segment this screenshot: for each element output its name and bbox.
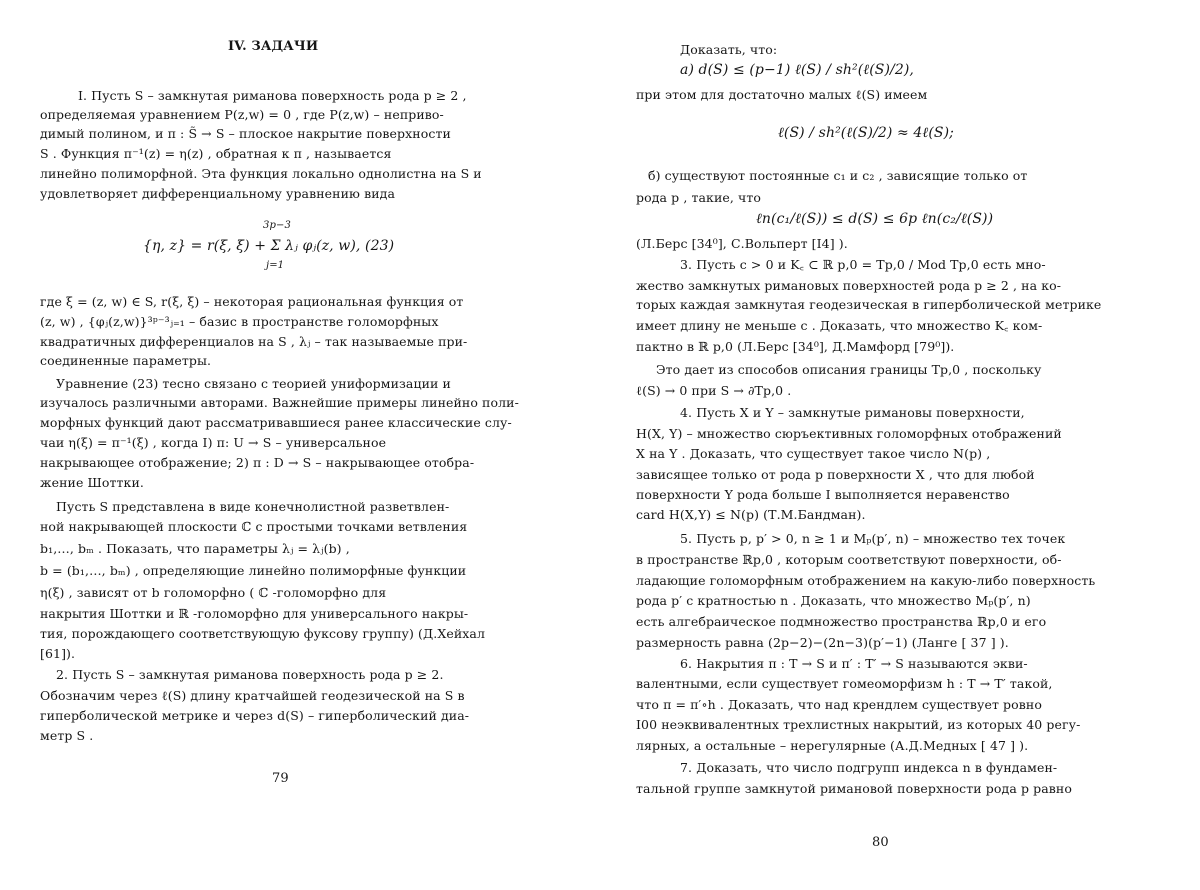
text-line: удовлетворяет дифференциальному уравнению вида — [40, 186, 396, 201]
right-page — [600, 0, 1200, 890]
text-line: метр S . — [40, 728, 94, 743]
text-line: изучалось различными авторами. Важнейшие примеры линейно поли- — [40, 395, 519, 410]
text-line: H(X, Y) – множество сюръективных голоморфных отображений — [636, 426, 1062, 441]
text-line: b₁,…, bₘ . Показать, что параметры λⱼ = λⱼ(b) , — [40, 541, 350, 556]
text-line: морфных функций дают рассматривавшиеся ранее классические слу- — [40, 415, 512, 430]
text-line: квадратичных дифференциалов на S , λⱼ – так называемые при- — [40, 334, 468, 349]
text-line: соединенные параметры. — [40, 353, 212, 368]
text-line: 3. Пусть c > 0 и K꜀ ⊂ ℝ p,0 = Tp,0 / Mod Tp,0 есть мно- — [680, 257, 1046, 272]
text-line: I00 неэквивалентных трехлистных накрытий, из которых 40 регу- — [636, 717, 1081, 732]
text-line: 2. Пусть S – замкнутая риманова поверхность рода p ≥ 2. — [56, 667, 444, 682]
formula-a: а) d(S) ≤ (p−1) ℓ(S) / sh²(ℓ(S)/2), — [680, 62, 914, 78]
text-line: накрытия Шоттки и ℝ -голоморфно для универсального накры- — [40, 606, 469, 621]
text-line: (z, w) , {φⱼ(z,w)}³ᵖ⁻³ⱼ₌₁ – базис в пространстве голоморфных — [40, 314, 439, 329]
text-line: зависящее только от рода p поверхности X , что для любой — [636, 467, 1035, 482]
text-line: рода p , такие, что — [636, 190, 762, 205]
text-line: пактно в ℝ p,0 (Л.Берс [34⁰], Д.Мамфорд [79⁰]). — [636, 339, 955, 354]
text-line: имеет длину не меньше c . Доказать, что множество K꜀ ком- — [636, 318, 1043, 333]
text-line: тия, порождающего соответствующую фуксову группу) (Д.Хейхал — [40, 626, 485, 641]
text-line: 7. Доказать, что число подгрупп индекса n в фундамен- — [680, 760, 1058, 775]
formula-approx: ℓ(S) / sh²(ℓ(S)/2) ≈ 4ℓ(S); — [778, 125, 954, 141]
text-line: жество замкнутых римановых поверхностей рода p ≥ 2 , на ко- — [636, 278, 1062, 293]
text-line: I. Пусть S – замкнутая риманова поверхность рода p ≥ 2 , — [78, 88, 467, 103]
section-heading: IV. ЗАДАЧИ — [228, 39, 319, 54]
formula-b: ℓn(c₁/ℓ(S)) ≤ d(S) ≤ 6p ℓn(c₂/ℓ(S)) — [756, 211, 994, 227]
text-line: Доказать, что: — [680, 42, 778, 57]
text-line: ной накрывающей плоскости ℂ с простыми точками ветвления — [40, 519, 468, 534]
text-line: поверхности Y рода больше I выполняется неравенство — [636, 487, 1010, 502]
text-line: рода p′ с кратностью n . Доказать, что множество Mₚ(p′, n) — [636, 593, 1031, 608]
text-line: η(ξ) , зависят от b голоморфно ( ℂ -голоморфно для — [40, 585, 387, 600]
text-line: торых каждая замкнутая геодезическая в гиперболической метрике — [636, 297, 1102, 312]
text-line: что π = π′∘h . Доказать, что над крендлем существует ровно — [636, 697, 1042, 712]
formula-sum-upper: 3p−3 — [263, 220, 291, 231]
text-line: лярных, а остальные – нерегулярные (А.Д.Медных [ 47 ] ). — [636, 738, 1029, 753]
page-number: 79 — [272, 771, 289, 786]
page-number: 80 — [872, 835, 889, 850]
text-line: card H(X,Y) ≤ N(p) (Т.М.Бандман). — [636, 507, 866, 522]
text-line: [61]). — [40, 646, 76, 661]
text-line: 5. Пусть p, p′ > 0, n ≥ 1 и Mₚ(p′, n) – множество тех точек — [680, 531, 1066, 546]
text-line: гиперболической метрике и через d(S) – гиперболический диа- — [40, 708, 470, 723]
text-line: Это дает из способов описания границы Tp,0 , поскольку — [656, 362, 1042, 377]
text-line: ℓ(S) → 0 при S → ∂Tp,0 . — [636, 383, 792, 398]
text-line: чаи η(ξ) = π⁻¹(ξ) , когда I) π: U → S – универсальное — [40, 435, 387, 450]
text-line: 4. Пусть X и Y – замкнутые римановы поверхности, — [680, 405, 1025, 420]
text-line: димый полином, и π : S̃ → S – плоское накрытие поверхности — [40, 126, 451, 141]
text-line: валентными, если существует гомеоморфизм h : T → T′ такой, — [636, 676, 1053, 691]
formula-sum-lower: j=1 — [266, 260, 285, 271]
text-line: линейно полиморфной. Эта функция локально однолистна на S и — [40, 166, 482, 181]
text-line: тальной группе замкнутой римановой поверхности рода p равно — [636, 781, 1072, 796]
text-line: жение Шоттки. — [40, 475, 144, 490]
text-line: (Л.Берс [34⁰], С.Вольперт [I4] ). — [636, 236, 848, 251]
formula-23: {η, z} = r(ξ, ξ) + Σ λⱼ φⱼ(z, w), (23) — [143, 238, 395, 254]
text-line: Пусть S представлена в виде конечнолистной разветвлен- — [56, 499, 450, 514]
text-line: б) существуют постоянные c₁ и c₂ , зависящие только от — [648, 168, 1028, 183]
text-line: S . Функция π⁻¹(z) = η(z) , обратная к π , называется — [40, 146, 392, 161]
text-line: b = (b₁,…, bₘ) , определяющие линейно полиморфные функции — [40, 563, 467, 578]
text-line: в пространстве ℝp,0 , которым соответствуют поверхности, об- — [636, 552, 1062, 567]
text-line: есть алгебраическое подмножество пространства ℝp,0 и его — [636, 614, 1047, 629]
text-line: X на Y . Доказать, что существует такое число N(p) , — [636, 446, 991, 461]
text-line: Обозначим через ℓ(S) длину кратчайшей геодезической на S в — [40, 688, 465, 703]
text-line: накрывающее отображение; 2) π : D → S – накрывающее отобра- — [40, 455, 475, 470]
text-line: ладающие голоморфным отображением на какую-либо поверхность — [636, 573, 1096, 588]
text-line: определяемая уравнением P(z,w) = 0 , где P(z,w) – неприво- — [40, 107, 444, 122]
text-line: Уравнение (23) тесно связано с теорией униформизации и — [56, 376, 451, 391]
text-line: при этом для достаточно малых ℓ(S) имеем — [636, 87, 928, 102]
text-line: 6. Накрытия π : T → S и π′ : T′ → S называются экви- — [680, 656, 1028, 671]
text-line: где ξ = (z, w) ∈ S, r(ξ, ξ) – некоторая рациональная функция от — [40, 294, 464, 309]
text-line: размерность равна (2p−2)−(2n−3)(p′−1) (Ланге [ 37 ] ). — [636, 635, 1009, 650]
